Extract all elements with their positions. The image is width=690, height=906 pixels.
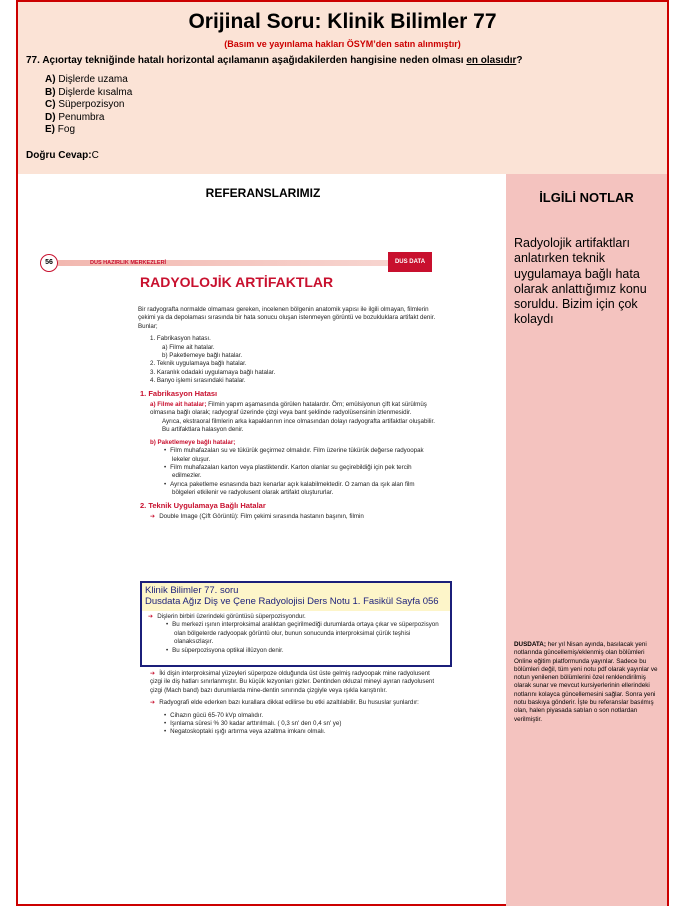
question-panel [18,2,667,174]
scan-title: RADYOLOJİK ARTİFAKTLAR [140,274,334,290]
question-text [26,55,661,66]
scan-arrow-item: ➔ Double Image (Çift Görüntü): Film çekimi sırasında hastanın başının, filmin [150,513,438,521]
scan-list-item: 2. Teknik uygulamaya bağlı hatalar. [150,360,247,368]
scan-section-heading: 1. Fabrikasyon Hatası [140,388,218,398]
scan-bullet: • Film muhafazaları karton veya plastiktendir. Karton olanlar su geçirebildiği için pek tercih edilmezler. [172,464,438,481]
highlight-arrow-item: ➔ Dişlerin birbiri üzerindeki görüntüsü süperpozisyondur. [148,613,444,621]
highlight-box [140,581,452,667]
highlight-header [142,583,450,611]
scan-list-item: 4. Banyo işlemi sırasındaki hatalar. [150,377,246,385]
highlight-title: Klinik Bilimler 77. soru [145,585,239,596]
dusdata-note: DUSDATA; her yıl Nisan ayında, basılacak yeni notlarında güncellemiş/eklenmiş olan bölümleri Online eğitim platformunda yayınlar. Sadece bu bölümleri değil, tüm yeni notu pdf olarak yayınlar ve notun yenilenen bölümlerini özel renklendirilmiş olarak sunar ve mevcut kursiyerlerinin ellerindeki notlarını kolayca güncellemesini sağlar. Sonra yeni notu baskıya gönderir. İşte bu referanslar basılmış olan, halen piyasada satılan o son notlardan verilmiştir. [514,641,658,723]
references-title: REFERANSLARIMIZ [205,186,321,200]
scan-bullet: • Cihazın gücü 65-70 kVp olmalıdır. [172,712,438,720]
notes-column [506,174,667,906]
correct-answer [26,150,99,161]
option-d: D) Penumbra [45,111,105,123]
question-number: 77. [26,55,40,66]
scan-list-item: b) Paketlemeye bağlı hatalar. [162,352,243,360]
notes-text: Radyolojik artifaktları anlatırken teknik uygulamaya bağlı hata olarak anlattığımız konu soruldu. Bizim için çok kolaydı [514,236,647,327]
scan-header-text: DUS HAZIRLIK MERKEZLERİ [90,260,167,266]
scan-intro: Bir radyografta normalde olmaması gereken, incelenen bölgenin anatomik yapısı ile ilgili olmayan, filmlerin çekimi ya da depolaması sırasında bir hata sonucu oluşan istenmeyen görüntü ve bozukluklara artifakt denir. Bunlar; [138,306,436,330]
scan-list-item: 1. Fabrikasyon hatası. [150,335,211,343]
question-stem: Açıortay tekniğinde hatalı horizontal açılamanın aşağıdakilerden hangisine neden olması [42,55,464,66]
scan-page-number: 56 [40,254,58,272]
answer-label: Doğru Cevap: [26,150,92,161]
scan-list-item: a) Filme ait hatalar. [162,343,215,351]
question-mark: ? [516,55,523,66]
scan-paragraph: a) Filme ait hatalar; Filmin yapım aşamasında görülen hatalardır. Örn; emülsiyonun çift kat sürülmüş olmasına bağlı olarak; radyograf üzerinde çizgi veya bant şeklinde radyolüsensinin izlenmesidir. [150,401,427,417]
scan-body [138,306,438,521]
question-emphasis: en olasıdır [466,55,517,66]
scan-arrow-item: ➔ İki dişin interproksimal yüzeyleri süperpoze olduğunda üst üste gelmiş radyoopak mine radyolusent çizgi ile diş hatları sınırlanmıştır. Bu küçük lezyonları gizler. Dentinden okluzal mineyi ayıran radyolusent çizgi (Mach band) bazı durumlarda mine-dentin sınırında çizgiyle veya ışıkla karıştırılır. [150,670,438,695]
dusdata-logo: DUS DATA [388,252,432,272]
scan-bullet: • Ayrıca paketleme esnasında bazı kenarlar açık kalabilmektedir. O zaman da ışık alan film bölgeleri etkilenir ve radyolusent olarak artifakt oluştururlar. [172,481,438,498]
scan-paragraph: Ayrıca, ekstraoral filmlerin arka kapaklarının ince olmasından dolayı radyografta artifaktlar oluşabilir. Bu artifaktlara halasyon denir. [162,417,435,434]
scan-bullet: • Işınlama süresi % 30 kadar arttırılmalı. ( 0,3 sn' den 0,4 sn' ye) [172,720,438,728]
answer-options [45,74,132,137]
page-title: Orijinal Soru: Klinik Bilimler 77 [188,10,497,33]
scan-list-item: 3. Karanlık odadaki uygulamaya bağlı hatalar. [150,368,276,376]
scan-section-heading: 2. Teknik Uygulamaya Bağlı Hatalar [140,500,266,510]
highlight-subtitle: Dusdata Ağız Diş ve Çene Radyolojisi Ders Notu 1. Fasikül Sayfa 056 [145,596,439,607]
scan-subheading: b) Paketlemeye bağlı hatalar; [150,438,236,446]
scan-bullet: • Negatoskoptaki ışığı artırma veya azaltma imkanı olmalı. [172,728,438,736]
option-b: B) Dişlerde kısalma [45,86,133,98]
option-e: E) Fog [45,124,76,135]
highlight-bullet: • Bu merkezi ışının interproksimal aralıktan geçirilmediği durumlarda ortaya çıkar ve süperpozisyon olan bölgelerde radyoopak görüntü olur, bunun sonucunda interproksimal çürük teşhisi olanaksızlaşır. [174,621,444,646]
scan-body-continued [138,670,438,737]
answer-value: C [91,150,99,161]
highlight-bullet: • Bu süperpozisyona optikal illüzyon denir. [174,647,444,655]
option-c: C) Süperpozisyon [45,99,125,110]
scan-bullet: • Film muhafazaları su ve tükürük geçirmez olmalıdır. Film üzerine tükürük değerse radyoopak lekeler oluşur. [172,447,438,464]
reference-page-scan-continued [40,668,450,768]
option-a: A) Dişlerde uzama [45,74,128,85]
highlight-body [148,613,444,655]
copyright-note: (Basım ve yayınlama hakları ÖSYM’den satın alınmıştır) [224,39,461,49]
notes-title: İLGİLİ NOTLAR [539,190,634,205]
scan-arrow-item: ➔ Radyografi elde ederken bazı kurallara dikkat edilirse bu etki azaltılabilir. Bu hususlar şunlardır: [150,699,438,707]
